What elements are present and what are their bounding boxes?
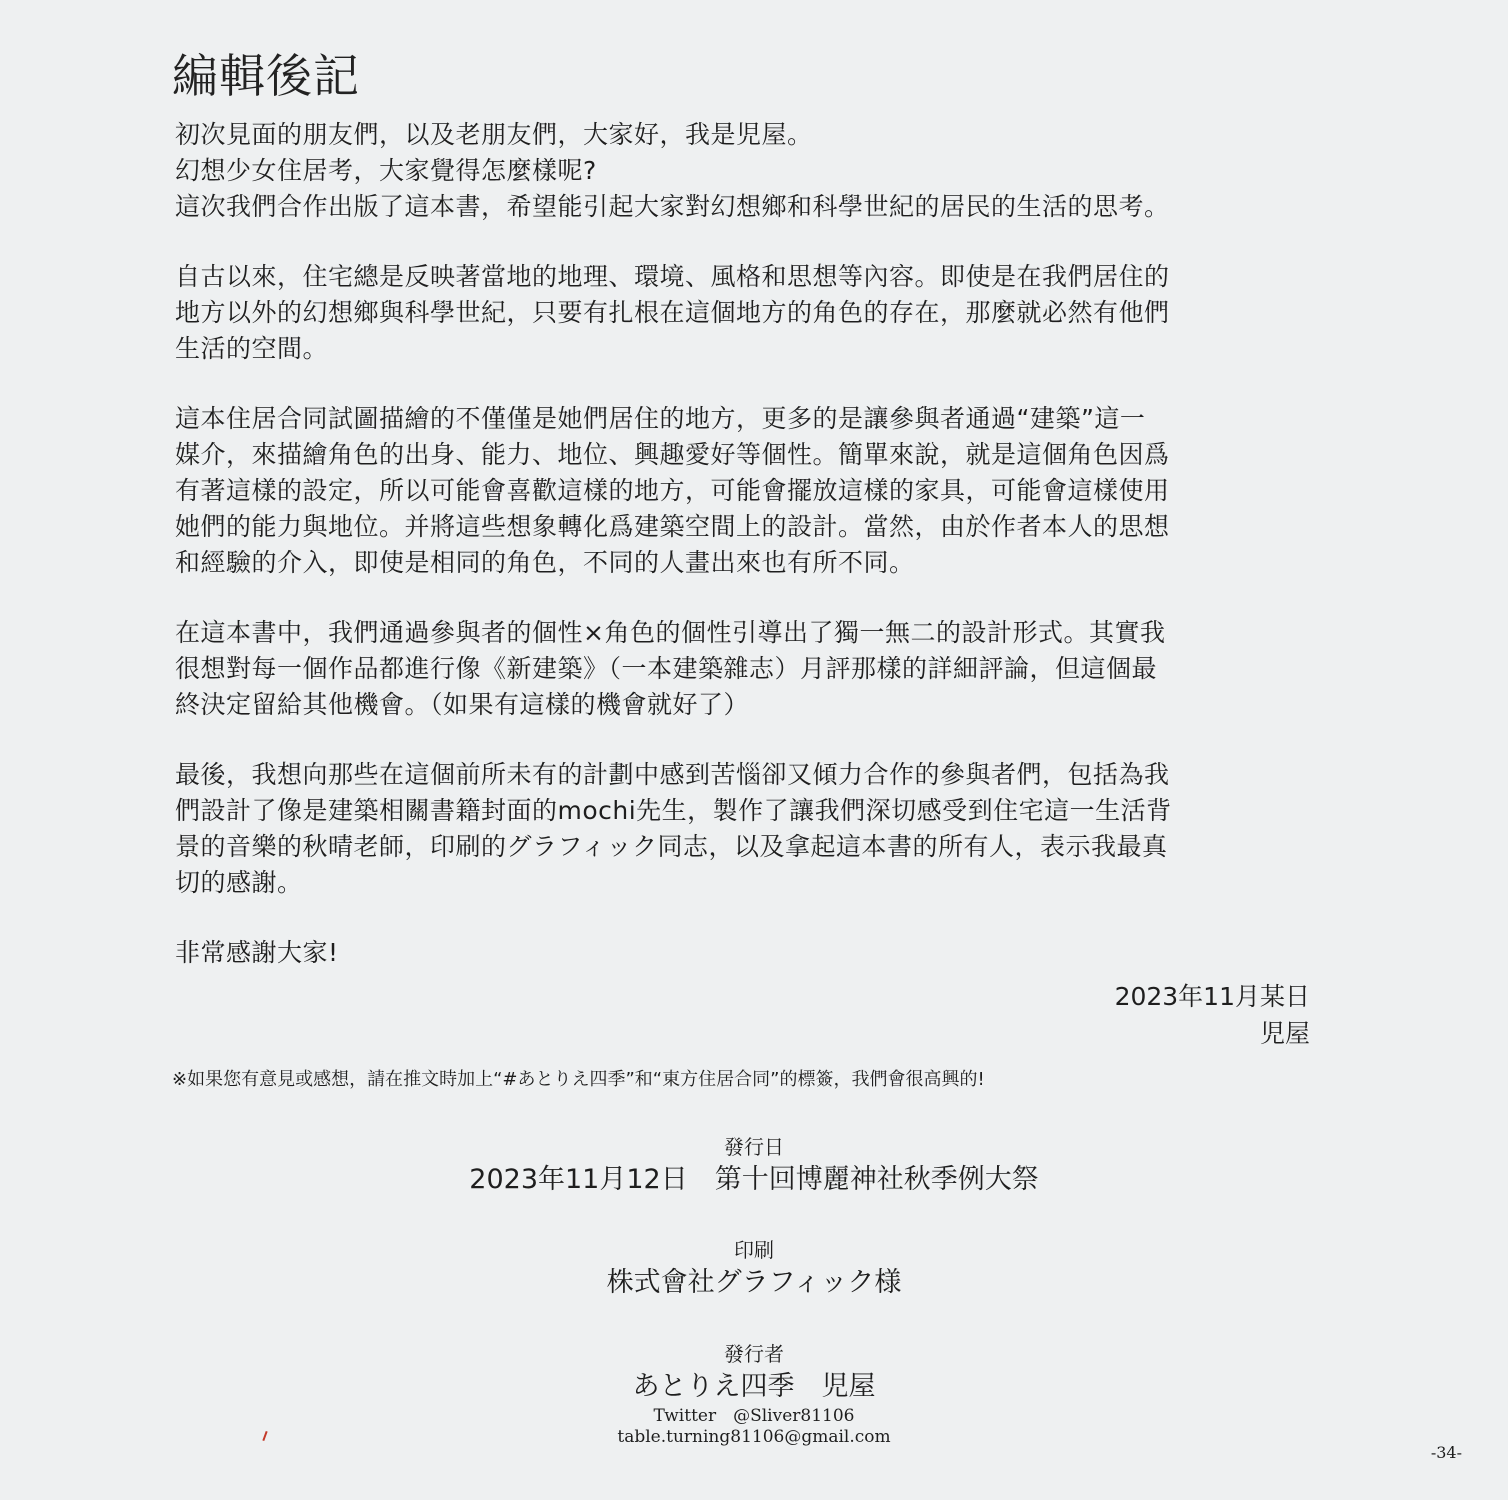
- signature-date: 2023年11月某日: [1114, 982, 1310, 1011]
- text-line: 景的音樂的秋晴老師，印刷的グラフィック同志，以及拿起這本書的所有人，表示我最真: [175, 832, 1168, 861]
- twitter-handle: Twitter @Sliver81106: [653, 1406, 855, 1426]
- paragraph-intent: [175, 401, 1315, 581]
- printer-label: 印刷: [734, 1238, 774, 1262]
- text-line: 初次見面的朋友們，以及老朋友們，大家好，我是児屋。: [175, 120, 813, 149]
- text-line: 終決定留給其他機會。（如果有這樣的機會就好了）: [175, 690, 750, 719]
- paragraph-housing: [175, 259, 1315, 367]
- text-line: 和經驗的介入，即使是相同的角色，不同的人畫出來也有所不同。: [175, 548, 915, 577]
- paragraph-thanks: [175, 757, 1315, 901]
- text-line: 有著這樣的設定，所以可能會喜歡這樣的地方，可能會擺放這樣的家具，可能會這樣使用: [175, 476, 1170, 505]
- text-line: 非常感謝大家!: [175, 938, 339, 967]
- afterword-body: [175, 117, 1315, 1005]
- text-line: 很想對每一個作品都進行像《新建築》（一本建築雜志）月評那樣的詳細評論，但這個最: [175, 654, 1158, 683]
- signature-name: 児屋: [1259, 1019, 1310, 1048]
- text-line: 切的感謝。: [175, 868, 303, 897]
- text-line: 們設計了像是建築相關書籍封面的mochi先生，製作了讓我們深切感受到住宅這一生活背: [175, 796, 1172, 825]
- paragraph-design: [175, 615, 1315, 723]
- text-line: 地方以外的幻想鄉與科學世紀，只要有扎根在這個地方的角色的存在，那麼就必然有他們: [175, 298, 1170, 327]
- printer-value: 株式會社グラフィック様: [606, 1267, 902, 1298]
- signature-block: [1115, 978, 1310, 1052]
- paragraph-closing: [175, 935, 1315, 971]
- text-line: 這次我們合作出版了這本書，希望能引起大家對幻想鄉和科學世紀的居民的生活的思考。: [175, 192, 1170, 221]
- text-line: 這本住居合同試圖描繪的不僅僅是她們居住的地方，更多的是讓參與者通過“建築”這一: [175, 404, 1146, 433]
- issue-date-value: 2023年11月12日 第十回博麗神社秋季例大祭: [469, 1164, 1039, 1195]
- text-line: 媒介，來描繪角色的出身、能力、地位、興趣愛好等個性。簡單來說，就是這個角色因爲: [175, 440, 1170, 469]
- colophon-issue-date: [0, 1133, 1508, 1199]
- page-title: 編輯後記: [172, 49, 360, 103]
- colophon-printer: [0, 1236, 1508, 1302]
- text-line: 在這本書中，我們通過參與者的個性×角色的個性引導出了獨一無二的設計形式。其實我: [175, 618, 1166, 647]
- text-line: 生活的空間。: [175, 334, 329, 363]
- paragraph-greeting: [175, 117, 1315, 225]
- publisher-label: 發行者: [724, 1342, 784, 1366]
- text-line: 最後，我想向那些在這個前所未有的計劃中感到苦惱卻又傾力合作的參與者們，包括為我: [175, 760, 1170, 789]
- publisher-value: あとりえ四季 児屋: [632, 1371, 876, 1402]
- page-number: -34-: [1430, 1443, 1462, 1462]
- issue-date-label: 發行日: [724, 1135, 784, 1159]
- text-line: 她們的能力與地位。并將這些想象轉化爲建築空間上的設計。當然，由於作者本人的思想: [175, 512, 1170, 541]
- hashtag-note: ※如果您有意見或感想，請在推文時加上“#あとりえ四季”和“東方住居合同”的標簽，我們會很高興的!: [172, 1069, 985, 1090]
- text-line: 幻想少女住居考，大家覺得怎麼樣呢?: [175, 156, 597, 185]
- contact-email: table.turning81106@gmail.com: [617, 1427, 891, 1447]
- text-line: 自古以來，住宅總是反映著當地的地理、環境、風格和思想等內容。即使是在我們居住的: [175, 262, 1170, 291]
- colophon-publisher: [0, 1340, 1508, 1448]
